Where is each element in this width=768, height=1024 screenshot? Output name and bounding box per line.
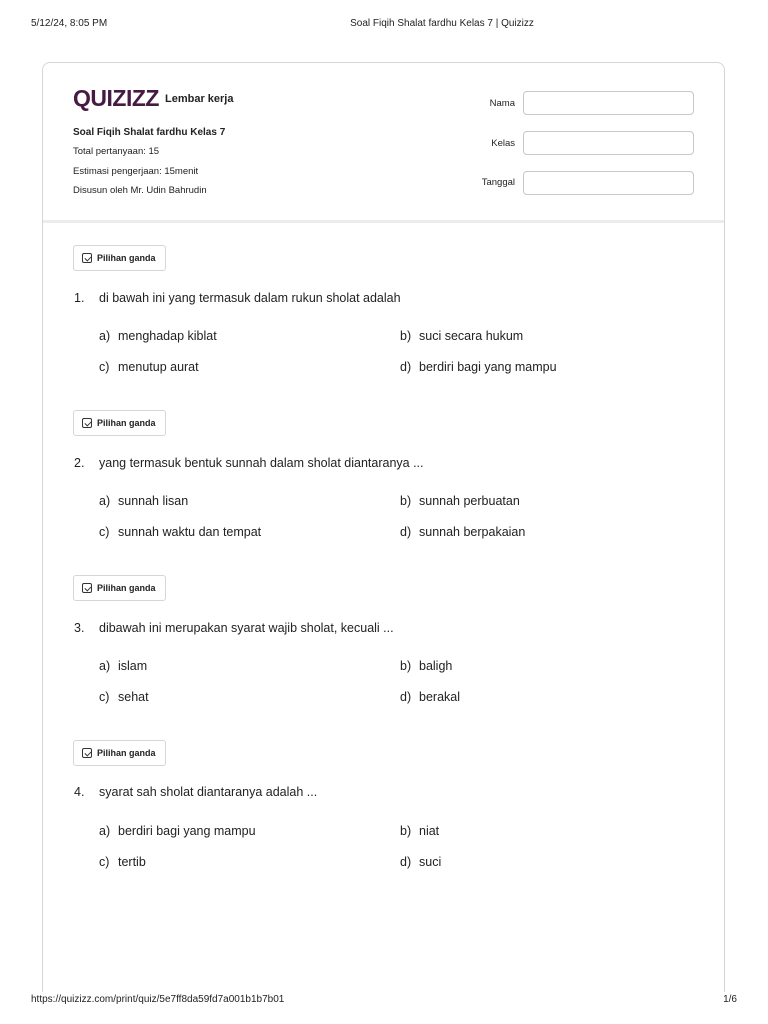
question-type-badge [73,410,166,436]
total-questions: Total pertanyaan: 15 [73,146,160,157]
author: Disusun oleh Mr. Udin Bahrudin [73,185,207,196]
class-field[interactable] [523,131,694,155]
option-c: c) sunnah waktu dan tempat [99,525,262,539]
question-type-badge [73,575,166,601]
option-a: a) sunnah lisan [99,494,189,508]
worksheet [42,62,725,992]
checkbox-icon [82,253,92,263]
badge-label: Pilihan ganda [97,253,156,263]
question-text: di bawah ini yang termasuk dalam rukun sholat adalah [99,291,401,305]
question-number: 2. [74,456,85,470]
checkbox-icon [82,418,92,428]
question-text: syarat sah sholat diantaranya adalah ... [99,785,318,799]
option-d: d) berdiri bagi yang mampu [400,360,557,374]
option-a: a) berdiri bagi yang mampu [99,824,256,838]
question-number: 1. [74,291,85,305]
badge-label: Pilihan ganda [97,748,156,758]
checkbox-icon [82,583,92,593]
brand [73,85,233,111]
question-text: dibawah ini merupakan syarat wajib sholat, kecuali ... [99,621,394,635]
option-b: b) niat [400,824,440,838]
option-d: d) suci [400,855,442,869]
option-c: c) tertib [99,855,146,869]
print-doc-title: Soal Fiqih Shalat fardhu Kelas 7 | Quizizz [350,18,534,29]
option-b: b) sunnah perbuatan [400,494,520,508]
question-text: yang termasuk bentuk sunnah dalam sholat diantaranya ... [99,456,424,470]
estimated-time: Estimasi pengerjaan: 15menit [73,166,199,177]
page-number: 1/6 [723,994,737,1005]
option-d: d) berakal [400,690,460,704]
quiz-title: Soal Fiqih Shalat fardhu Kelas 7 [73,127,226,138]
checkbox-icon [82,748,92,758]
badge-label: Pilihan ganda [97,583,156,593]
option-c: c) sehat [99,690,149,704]
question-number: 3. [74,621,85,635]
badge-label: Pilihan ganda [97,418,156,428]
option-d: d) sunnah berpakaian [400,525,526,539]
option-c: c) menutup aurat [99,360,199,374]
class-label: Kelas [491,138,515,149]
date-label: Tanggal [481,177,515,188]
worksheet-header [43,63,724,223]
worksheet-label: Lembar kerja [165,93,234,105]
quizizz-logo [73,85,159,111]
question-number: 4. [74,785,85,799]
name-field[interactable] [523,91,694,115]
print-header [0,0,768,40]
option-b: b) baligh [400,659,453,673]
name-label: Nama [489,98,515,109]
print-datetime: 5/12/24, 8:05 PM [31,18,108,29]
option-a: a) menghadap kiblat [99,329,217,343]
question-type-badge [73,245,166,271]
option-a: a) islam [99,659,148,673]
date-field[interactable] [523,171,694,195]
print-url: https://quizizz.com/print/quiz/5e7ff8da59fd7a001b1b7b01 [31,994,285,1005]
option-b: b) suci secara hukum [400,329,524,343]
svg-text:QUIZIZZ: QUIZIZZ [73,85,159,111]
question-type-badge [73,740,166,766]
